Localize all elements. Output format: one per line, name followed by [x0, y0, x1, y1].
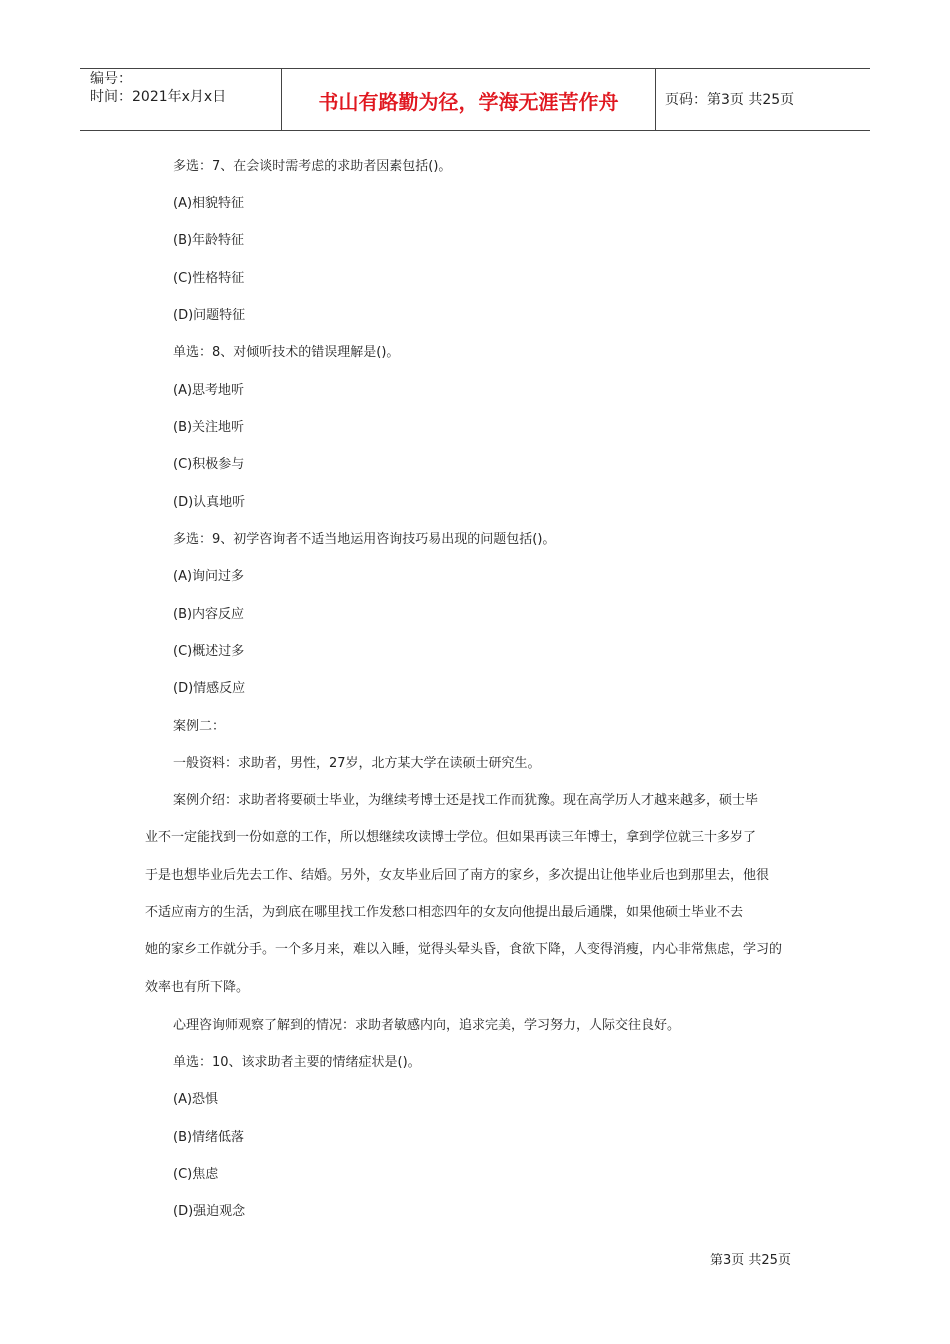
case-intro-line: 案例介绍：求助者将要硕士毕业，为继续考博士还是找工作而犹豫。现在高学历人才越来越多，硕士毕: [173, 793, 759, 808]
page-header: [80, 68, 870, 131]
case-introduction: [145, 792, 817, 1002]
q10-option-c: (C)焦虑: [173, 1167, 219, 1182]
question-7: 多选：7、在会谈时需考虑的求助者因素包括()。: [173, 159, 452, 174]
case-intro-line: 她的家乡工作就分手。一个多月来，难以入睡，觉得头晕头昏，食欲下降，人变得消瘦，内心非常焦虑，学习的: [145, 942, 783, 957]
q10-option-b: (B)情绪低落: [173, 1130, 245, 1145]
q8-option-a: (A)思考地听: [173, 383, 245, 398]
page-footer: 第3页 共25页: [710, 1253, 791, 1268]
q8-option-c: (C)积极参与: [173, 457, 245, 472]
q9-option-c: (C)概述过多: [173, 644, 245, 659]
header-right-cell: [655, 69, 870, 130]
header-motto-cell: [281, 69, 656, 130]
case-intro-line: 业不一定能找到一份如意的工作，所以想继续攻读博士学位。但如果再读三年博士，拿到学位就三十多岁了: [145, 830, 757, 845]
question-10: 单选：10、该求助者主要的情绪症状是()。: [173, 1055, 421, 1070]
question-8: 单选：8、对倾听技术的错误理解是()。: [173, 345, 400, 360]
q10-option-d: (D)强迫观念: [173, 1204, 246, 1219]
header-page-info: 页码：第3页 共25页: [665, 92, 795, 108]
q9-option-d: (D)情感反应: [173, 681, 246, 696]
q9-option-b: (B)内容反应: [173, 607, 245, 622]
document-time-label: 时间：2021年x月x日: [90, 89, 227, 105]
q8-option-b: (B)关注地听: [173, 420, 245, 435]
q7-option-d: (D)问题特征: [173, 308, 246, 323]
case-intro-line: 不适应南方的生活，为到底在哪里找工作发愁口相恋四年的女友向他提出最后通牒，如果他硕士毕业不去: [145, 905, 744, 920]
q7-option-c: (C)性格特征: [173, 271, 245, 286]
q7-option-a: (A)相貌特征: [173, 196, 245, 211]
q8-option-d: (D)认真地听: [173, 495, 246, 510]
question-9: 多选：9、初学咨询者不适当地运用咨询技巧易出现的问题包括()。: [173, 532, 556, 547]
general-info: 一般资料：求助者，男性，27岁，北方某大学在读硕士研究生。: [173, 756, 541, 771]
header-motto: 书山有路勤为径，学海无涯苦作舟: [318, 90, 619, 114]
counselor-observation: 心理咨询师观察了解到的情况：求助者敏感内向，追求完美，学习努力，人际交往良好。: [173, 1018, 681, 1033]
case-intro-line: 于是也想毕业后先去工作、结婚。另外，女友毕业后回了南方的家乡，多次提出让他毕业后也到那里去，他很: [145, 868, 770, 883]
case-heading: 案例二：: [173, 719, 226, 734]
q7-option-b: (B)年龄特征: [173, 233, 245, 248]
document-number-label: 编号：: [90, 71, 132, 87]
header-left-cell: [80, 69, 281, 130]
case-intro-line: 效率也有所下降。: [145, 980, 250, 995]
q9-option-a: (A)询问过多: [173, 569, 245, 584]
q10-option-a: (A)恐惧: [173, 1092, 219, 1107]
